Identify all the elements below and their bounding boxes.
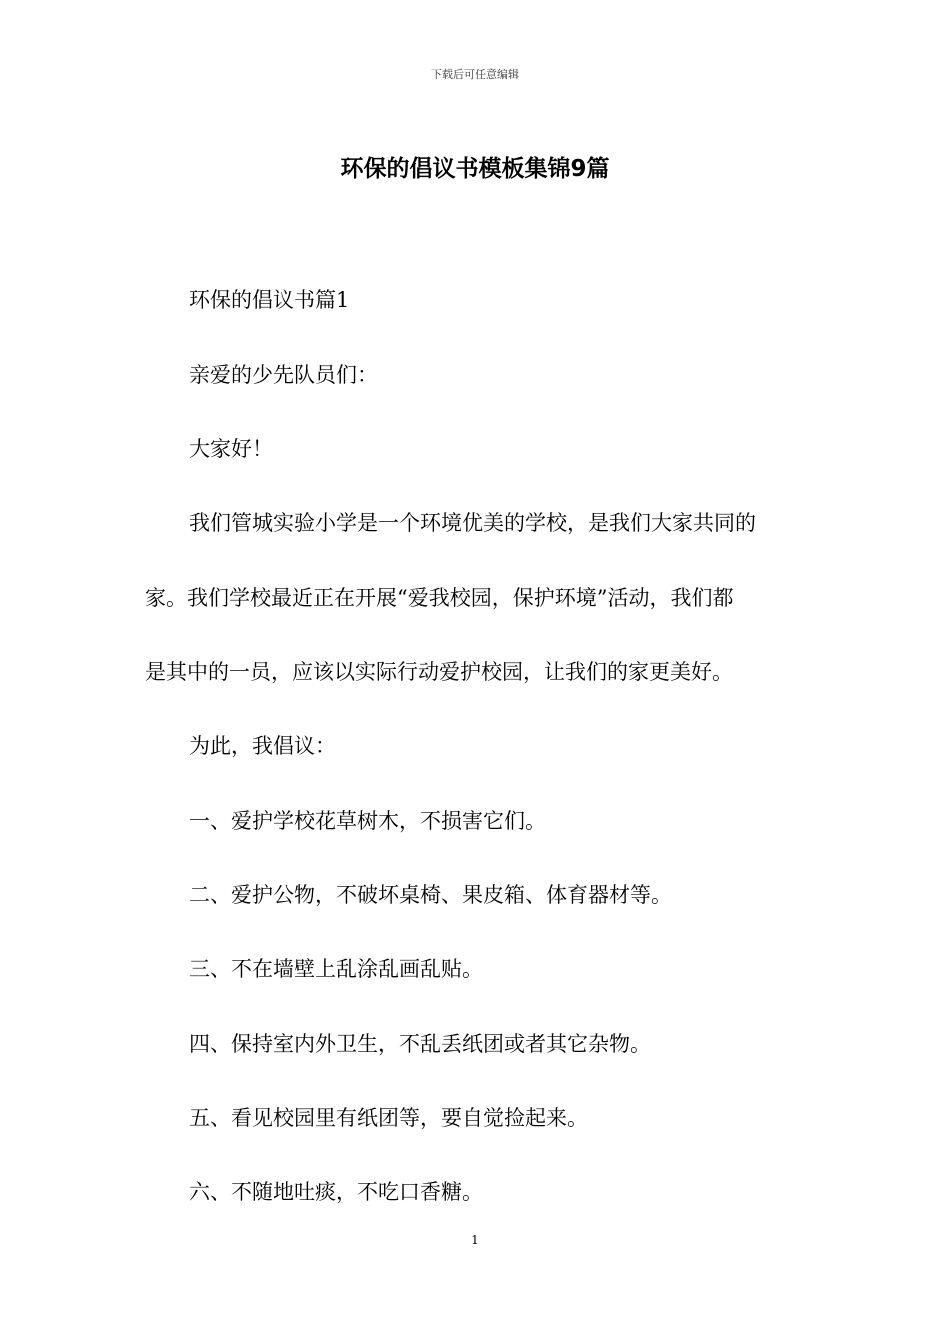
body-paragraph-line-2: 家。我们学校最近正在开展“爱我校园，保护环境”活动，我们都 (145, 586, 734, 610)
body-paragraph-line-1: 我们管城实验小学是一个环境优美的学校，是我们大家共同的 (189, 511, 756, 535)
header-note: 下载后可任意编辑 (431, 68, 519, 81)
section-heading: 环保的倡议书篇1 (189, 288, 350, 312)
salutation: 亲爱的少先队员们： (189, 363, 378, 387)
proposal-item-1: 一、爱护学校花草树木，不损害它们。 (189, 809, 546, 833)
proposal-item-5: 五、看见校园里有纸团等，要自觉捡起来。 (189, 1106, 588, 1130)
proposal-item-2: 二、爱护公物，不破坏桌椅、果皮箱、体育器材等。 (189, 883, 672, 907)
proposal-item-6: 六、不随地吐痰，不吃口香糖。 (189, 1180, 483, 1204)
body-paragraph-line-3: 是其中的一员，应该以实际行动爱护校园，让我们的家更美好。 (145, 660, 733, 684)
page-number: 1 (471, 1233, 479, 1247)
proposal-item-4: 四、保持室内外卫生，不乱丢纸团或者其它杂物。 (189, 1032, 651, 1056)
proposal-item-3: 三、不在墙壁上乱涂乱画乱贴。 (189, 957, 483, 981)
greeting: 大家好！ (189, 437, 273, 461)
document-title: 环保的倡议书模板集锦9篇 (340, 156, 610, 182)
proposal-intro: 为此，我倡议： (189, 734, 336, 758)
